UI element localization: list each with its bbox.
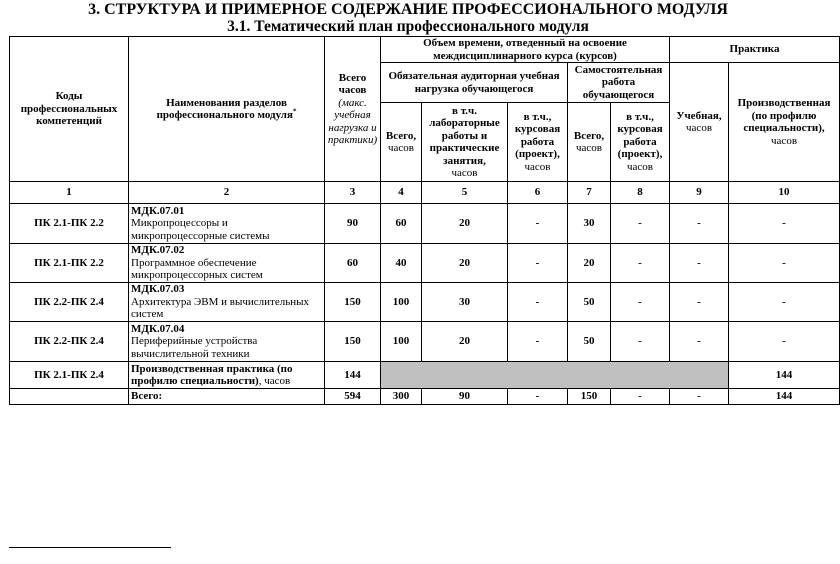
section-name: МДК.07.03 Архитектура ЭВМ и вычислительных систем	[129, 283, 325, 322]
cell-educational: -	[670, 322, 729, 362]
cell-course: -	[508, 204, 568, 244]
total-label: Всего:	[129, 389, 325, 405]
cell-course: -	[508, 322, 568, 362]
cell-educational: -	[670, 204, 729, 244]
column-number: 10	[729, 182, 840, 204]
section-name: МДК.07.02 Программное обеспечение микропроцессорных систем	[129, 244, 325, 283]
header-time-volume: Объем времени, отведенный на освоение междисциплинарного курса (курсов)	[381, 37, 670, 63]
cell-labs: 20	[422, 244, 508, 283]
competence-code: ПК 2.2-ПК 2.4	[10, 322, 129, 362]
header-practice: Практика	[670, 37, 840, 63]
header-independent: Самостоятельная работа обучающегося	[568, 63, 670, 103]
document-subtitle: 3.1. Тематический план профессионального модуля	[227, 18, 589, 35]
table-row	[10, 283, 840, 322]
cell-educational: -	[670, 389, 729, 405]
column-number: 8	[611, 182, 670, 204]
table-row	[10, 322, 840, 362]
cell-mandatory: 100	[381, 322, 422, 362]
column-number: 7	[568, 182, 611, 204]
cell-labs: 90	[422, 389, 508, 405]
header-course-work: в т.ч., курсовая работа (проект), часов	[508, 103, 568, 182]
header-codes: Коды профессиональных компетенций	[10, 37, 129, 182]
header-independent-course: в т.ч., курсовая работа (проект), часов	[611, 103, 670, 182]
competence-code: ПК 2.1-ПК 2.2	[10, 244, 129, 283]
cell-independent-course: -	[611, 244, 670, 283]
cell-independent: 150	[568, 389, 611, 405]
practice-name: Производственная практика (по профилю специальности), часов	[129, 362, 325, 389]
cell-educational: -	[670, 283, 729, 322]
cell-independent-course: -	[611, 204, 670, 244]
cell-production: 144	[729, 389, 840, 405]
cell-production: -	[729, 244, 840, 283]
cell-course: -	[508, 389, 568, 405]
competence-code: ПК 2.1-ПК 2.4	[10, 362, 129, 389]
section-name: МДК.07.04 Периферийные устройства вычислительной техники	[129, 322, 325, 362]
cell-total: 60	[325, 244, 381, 283]
column-number: 2	[129, 182, 325, 204]
header-labs: в т.ч. лабораторные работы и практические занятия, часов	[422, 103, 508, 182]
cell-independent: 50	[568, 322, 611, 362]
cell-labs: 20	[422, 322, 508, 362]
column-number: 1	[10, 182, 129, 204]
column-number: 3	[325, 182, 381, 204]
cell-independent: 50	[568, 283, 611, 322]
cell-production: 144	[729, 362, 840, 389]
table-row	[10, 204, 840, 244]
practice-row	[10, 362, 840, 389]
cell-mandatory: 100	[381, 283, 422, 322]
cell-independent-course: -	[611, 283, 670, 322]
shaded-cells	[381, 362, 729, 389]
cell-independent-course: -	[611, 322, 670, 362]
cell-production: -	[729, 283, 840, 322]
cell-independent: 30	[568, 204, 611, 244]
header-mandatory: Обязательная аудиторная учебная нагрузка обучающегося	[381, 63, 568, 103]
cell-course: -	[508, 283, 568, 322]
table-row	[10, 244, 840, 283]
competence-code: ПК 2.2-ПК 2.4	[10, 283, 129, 322]
header-mandatory-all: Всего, часов	[381, 103, 422, 182]
cell-independent: 20	[568, 244, 611, 283]
column-number: 9	[670, 182, 729, 204]
cell-mandatory: 300	[381, 389, 422, 405]
column-numbers-row	[10, 182, 840, 204]
cell-total: 150	[325, 322, 381, 362]
cell-production: -	[729, 204, 840, 244]
total-row	[10, 389, 840, 405]
footnote-separator	[9, 547, 171, 548]
thematic-plan-table	[9, 36, 840, 405]
cell-mandatory: 60	[381, 204, 422, 244]
cell-labs: 20	[422, 204, 508, 244]
section-name: МДК.07.01 Микропроцессоры и микропроцессорные системы	[129, 204, 325, 244]
header-production: Производственная (по профилю специальности), часов	[729, 63, 840, 182]
cell-labs: 30	[422, 283, 508, 322]
cell-total: 594	[325, 389, 381, 405]
cell-mandatory: 40	[381, 244, 422, 283]
cell-independent-course: -	[611, 389, 670, 405]
cell-production: -	[729, 322, 840, 362]
cell-total: 144	[325, 362, 381, 389]
header-independent-all: Всего, часов	[568, 103, 611, 182]
empty-cell	[10, 389, 129, 405]
header-educational: Учебная, часов	[670, 63, 729, 182]
column-number: 4	[381, 182, 422, 204]
cell-total: 150	[325, 283, 381, 322]
document-title: 3. СТРУКТУРА И ПРИМЕРНОЕ СОДЕРЖАНИЕ ПРОФЕССИОНАЛЬНОГО МОДУЛЯ	[88, 1, 728, 18]
cell-total: 90	[325, 204, 381, 244]
column-number: 6	[508, 182, 568, 204]
header-total-hours: Всего часов (макс. учебная нагрузка и практики)	[325, 37, 381, 182]
competence-code: ПК 2.1-ПК 2.2	[10, 204, 129, 244]
header-sections: Наименования разделов профессионального модуля*	[129, 37, 325, 182]
column-number: 5	[422, 182, 508, 204]
cell-educational: -	[670, 244, 729, 283]
cell-course: -	[508, 244, 568, 283]
